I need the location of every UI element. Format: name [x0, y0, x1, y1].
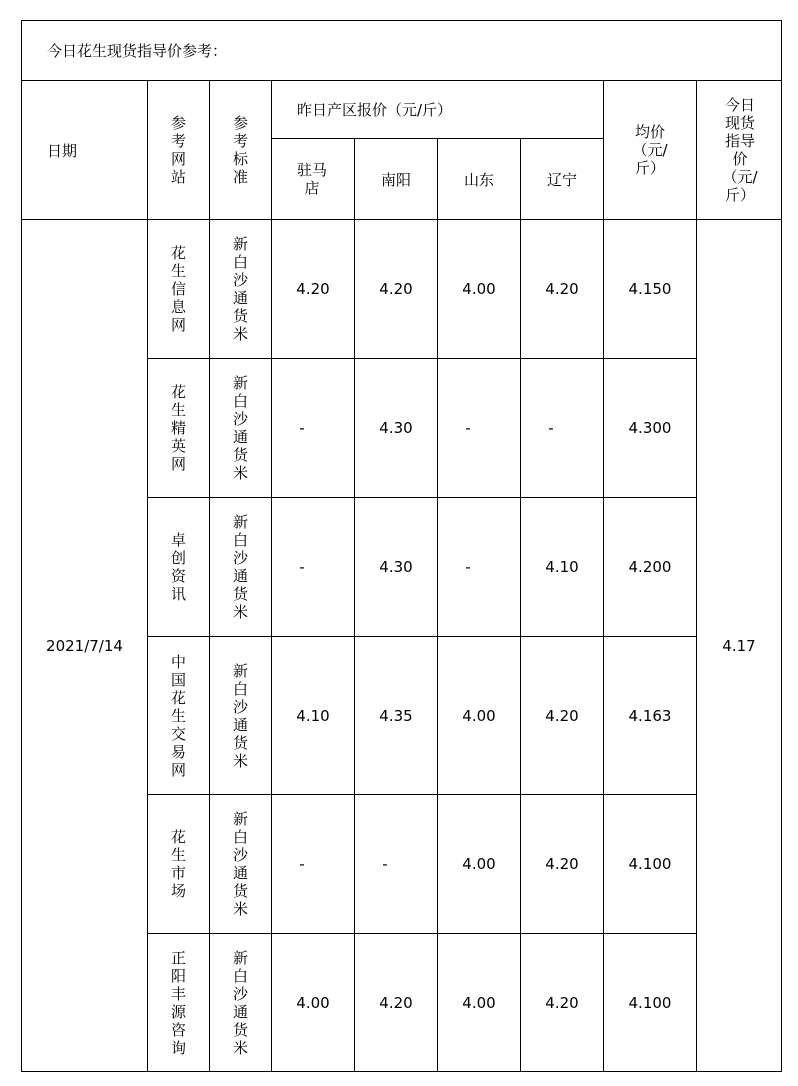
row-avg: 4.163 [628, 706, 672, 725]
row-avg: 4.100 [628, 855, 672, 873]
col-line-1 [147, 80, 148, 1072]
row-standard: 新白沙通货米 [232, 235, 248, 343]
row-site: 中国花生交易网 [170, 652, 186, 779]
row-price-liaoning: 4.10 [545, 558, 579, 576]
table-title: 今日花生现货指导价参考： [47, 42, 228, 60]
row-price-liaoning: 4.20 [545, 280, 579, 298]
row-price-nanyang: 4.30 [379, 419, 413, 437]
row-price-liaoning: 4.20 [545, 993, 579, 1012]
header-region-liaoning: 辽宁 [546, 170, 577, 189]
row-price-liaoning: - [548, 419, 554, 437]
row-standard: 新白沙通货米 [232, 948, 248, 1057]
header-region-shandong: 山东 [463, 170, 494, 189]
col-line-2 [209, 80, 210, 1072]
row-avg: 4.150 [628, 280, 672, 298]
row-price-shandong: 4.00 [462, 280, 496, 298]
row-standard: 新白沙通货米 [232, 661, 248, 770]
header-date: 日期 [47, 141, 78, 160]
row-standard: 新白沙通货米 [232, 513, 248, 621]
header-avg: 均价（元/斤） [632, 123, 668, 177]
row-site: 卓创资讯 [170, 531, 186, 603]
row-price-zhumadian: - [299, 855, 305, 873]
row-avg: 4.200 [628, 558, 672, 576]
row-price-nanyang: 4.20 [379, 280, 413, 298]
row-price-nanyang: 4.20 [379, 993, 413, 1012]
row-price-zhumadian: 4.10 [296, 706, 330, 725]
border-right [781, 20, 782, 1072]
row-price-zhumadian: 4.20 [296, 280, 330, 298]
header-guide: 今日现货指导价（元/斤） [722, 96, 758, 204]
row-avg: 4.300 [628, 419, 672, 437]
row-site: 花生精英网 [170, 383, 186, 473]
row-price-shandong: 4.00 [462, 993, 496, 1012]
row-price-shandong: - [465, 558, 471, 576]
row-price-shandong: 4.00 [462, 855, 496, 873]
row-price-zhumadian: - [299, 419, 305, 437]
row-price-nanyang: - [382, 855, 388, 873]
row-price-liaoning: 4.20 [545, 706, 579, 725]
row-price-shandong: 4.00 [462, 706, 496, 725]
row-price-zhumadian: - [299, 558, 305, 576]
row-standard: 新白沙通货米 [232, 374, 248, 482]
header-region-zhumadian: 驻马店 [296, 161, 327, 197]
row-price-zhumadian: 4.00 [296, 993, 330, 1012]
header-region-nanyang: 南阳 [380, 170, 411, 189]
guide-price-cell: 4.17 [722, 636, 756, 655]
row-avg: 4.100 [628, 993, 672, 1012]
row-price-liaoning: 4.20 [545, 855, 579, 873]
header-price-group: 昨日产区报价（元/斤） [297, 101, 453, 119]
row-standard: 新白沙通货米 [232, 810, 248, 918]
row-price-nanyang: 4.35 [379, 706, 413, 725]
header-standard: 参考标准 [232, 114, 248, 186]
row-price-shandong: - [465, 419, 471, 437]
border-bottom [21, 1071, 782, 1072]
row-site: 正阳丰源咨询 [170, 948, 186, 1057]
header-site: 参考网站 [170, 114, 186, 186]
row-site: 花生市场 [170, 828, 186, 900]
row-price-nanyang: 4.30 [379, 558, 413, 576]
row-site: 花生信息网 [170, 244, 186, 334]
date-cell: 2021/7/14 [46, 636, 123, 655]
